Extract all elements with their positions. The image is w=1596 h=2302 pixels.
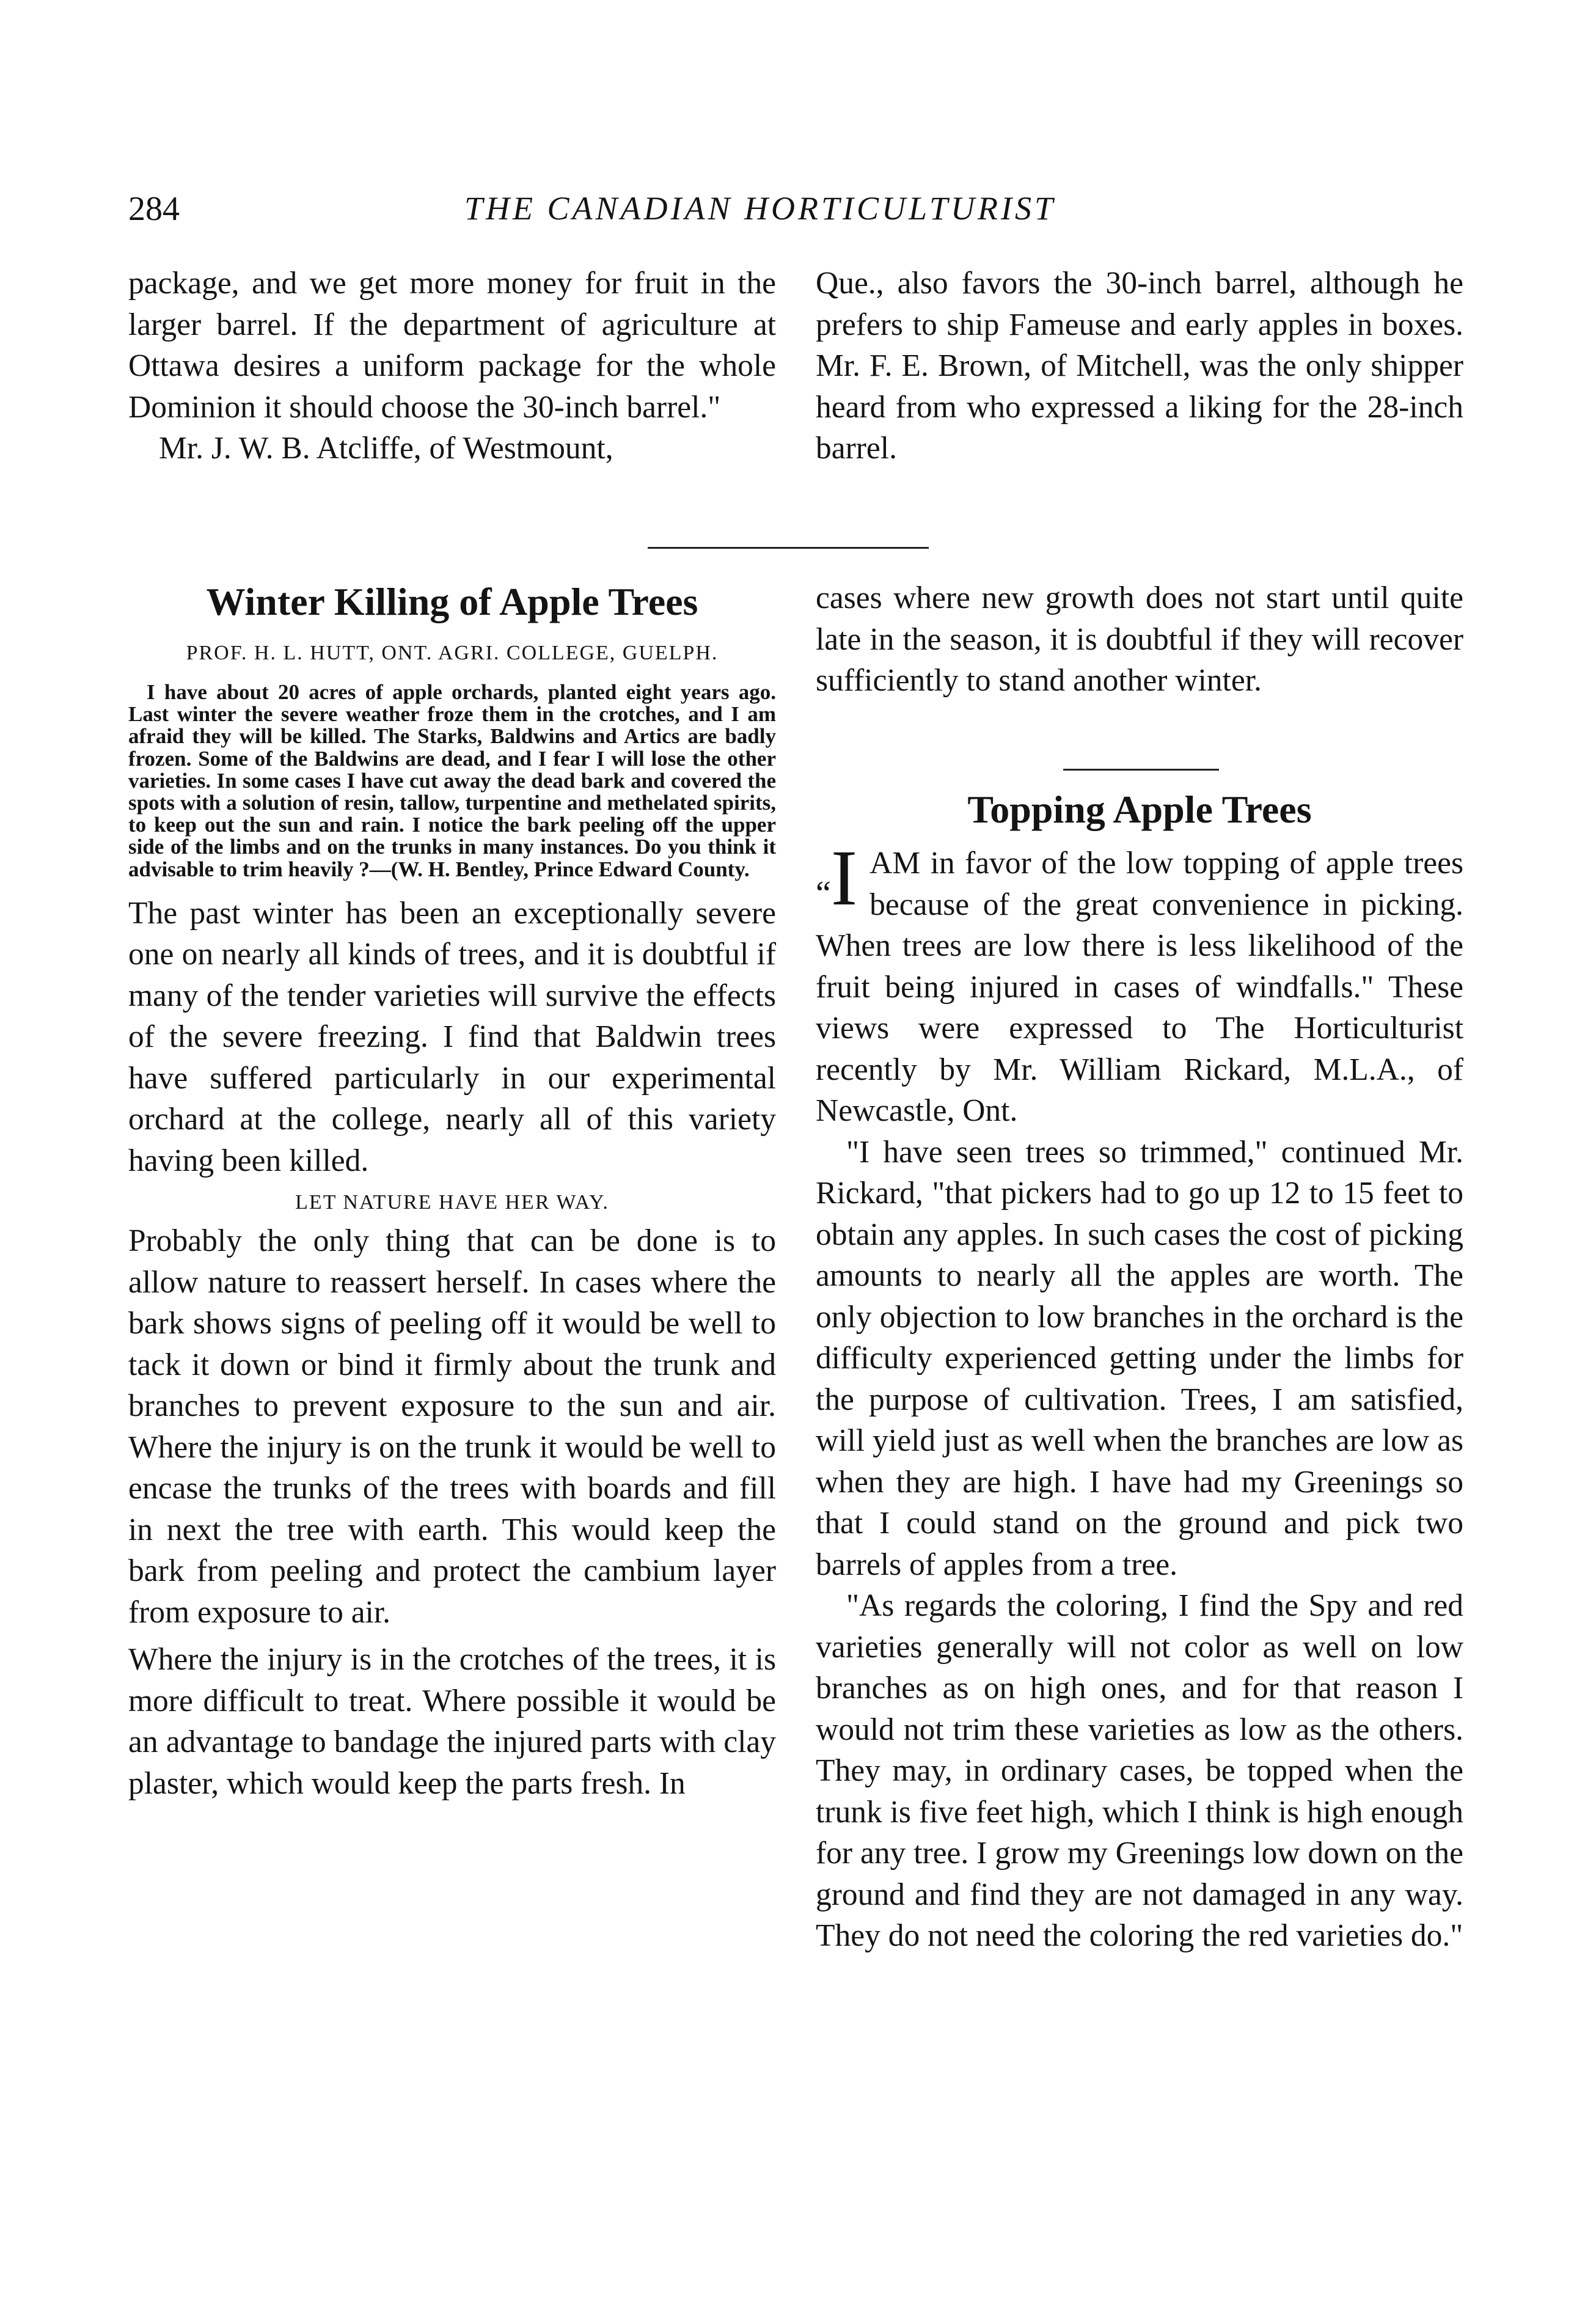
winter-paragraph-2: Probably the only thing that can be done is to allow nature to reassert herself. In cases where the bark shows signs of peeling off it would be well to tack it down or bind it firmly about the trunk and branches to prevent exposure to the sun and air. Where the injury is on the trunk it would be well to encase the trunks of the trees with boards and fill in next the tree with earth. This would keep the bark from peeling and protect the cambium layer from exposure to air. — [128, 1223, 776, 1630]
topping-paragraph-2: "I have seen trees so trimmed," continued Mr. Rickard, "that pickers had to go up 12 to 15 feet to obtain any apples. In such cases the cost of picking amounts to nearly all the apples are worth. The only objection to low branches in the orchard is the difficulty experienced getting under the limbs for the purpose of cultivation. Trees, I am satisfied, will yield just as well when the branches are low as when they are high. I have had my Greenings so that I could stand on the ground and pick two barrels of apples from a tree. — [816, 1134, 1463, 1582]
winter-paragraph-3: Where the injury is in the crotches of the trees, it is more difficult to treat. Where possible it would be an advantage to bandage the injured parts with clay plaster, which would keep the parts fresh. In — [128, 1642, 776, 1801]
topping-lead — [816, 834, 1463, 1132]
reader-letter: I have about 20 acres of apple orchards, planted eight years ago. Last winter the severe weather froze them in the crotches, and I am afraid they will be killed. The Starks, Baldwins and Artics are badly frozen. Some of the Baldwins are dead, and I fear I will lose the other varieties. In some cases I have cut away the dead bark and covered the spots with a solution of resin, tallow, turpentine and methelated spirits, to keep out the sun and rain. I notice the bark peeling off the upper side of the limbs and on the trunks in many instances. Do you think it advisable to trim heavily ?—(W. H. Bentley, Prince Edward County. — [128, 680, 776, 881]
section-divider — [648, 547, 929, 549]
open-quote: “ — [816, 874, 831, 912]
winter-paragraph-1: The past winter has been an exceptionally severe one on nearly all kinds of trees, and it is doubtful if many of the tender varieties will survive the effects of the severe freezing. I find that Baldwin trees have suffered particularly in our experimental orchard at the college, nearly all of this variety having been killed. — [128, 895, 776, 1178]
page-header — [128, 183, 1485, 238]
article-divider — [1063, 769, 1219, 771]
winter-killing-article — [128, 577, 776, 1804]
page-number: 284 — [128, 190, 180, 228]
drop-cap — [816, 834, 858, 925]
subheading-let-nature: LET NATURE HAVE HER WAY. — [295, 1191, 609, 1214]
top-article-left-text: package, and we get more money for fruit in the larger barrel. If the department of agriculture at Ottawa desires a uniform package for the whole Dominion it should choose the 30-inch barrel." — [128, 266, 776, 425]
article-title-winter-killing: Winter Killing of Apple Trees — [206, 580, 698, 623]
topping-paragraph-3: "As regards the coloring, I find the Spy and red varieties generally will not color as well on low branches as on high ones, and for that reason I would not trim these varieties as low as the others. They may, in ordinary cases, be topped when the trunk is five feet high, which I think is high enough for any tree. I grow my Greenings low down on the ground and find they are not damaged in any way. They do not need the coloring the red varieties do." — [816, 1588, 1463, 1953]
running-title: THE CANADIAN HORTICULTURIST — [464, 190, 1056, 227]
article-byline: PROF. H. L. HUTT, ONT. AGRI. COLLEGE, GUELPH. — [186, 642, 719, 664]
topping-article — [816, 785, 1463, 1957]
top-article-right-text: Que., also favors the 30-inch barrel, although he prefers to ship Fameuse and early apples in boxes. Mr. F. E. Brown, of Mitchell, was the only shipper heard from who expressed a liking for the 28-inch barrel. — [816, 266, 1463, 466]
winter-killing-continuation — [816, 577, 1463, 702]
winter-continuation-text: cases where new growth does not start until quite late in the season, it is doubtful if they will recover sufficiently to stand another winter. — [816, 581, 1463, 698]
top-article-left-text-2: Mr. J. W. B. Atcliffe, of Westmount, — [159, 431, 613, 466]
top-article-left-column — [128, 263, 776, 469]
top-article-right-column — [816, 263, 1463, 469]
topping-paragraph-1: AM in favor of the low topping of apple trees because of the great convenience in picking. When trees are low there is less likelihood of the fruit being injured in cases of windfalls." These views were expressed to The Horticulturist recently by Mr. William Rickard, M.L.A., of Newcastle, Ont. — [816, 846, 1463, 1128]
drop-cap-letter: I — [830, 834, 858, 922]
article-title-topping: Topping Apple Trees — [967, 788, 1312, 831]
